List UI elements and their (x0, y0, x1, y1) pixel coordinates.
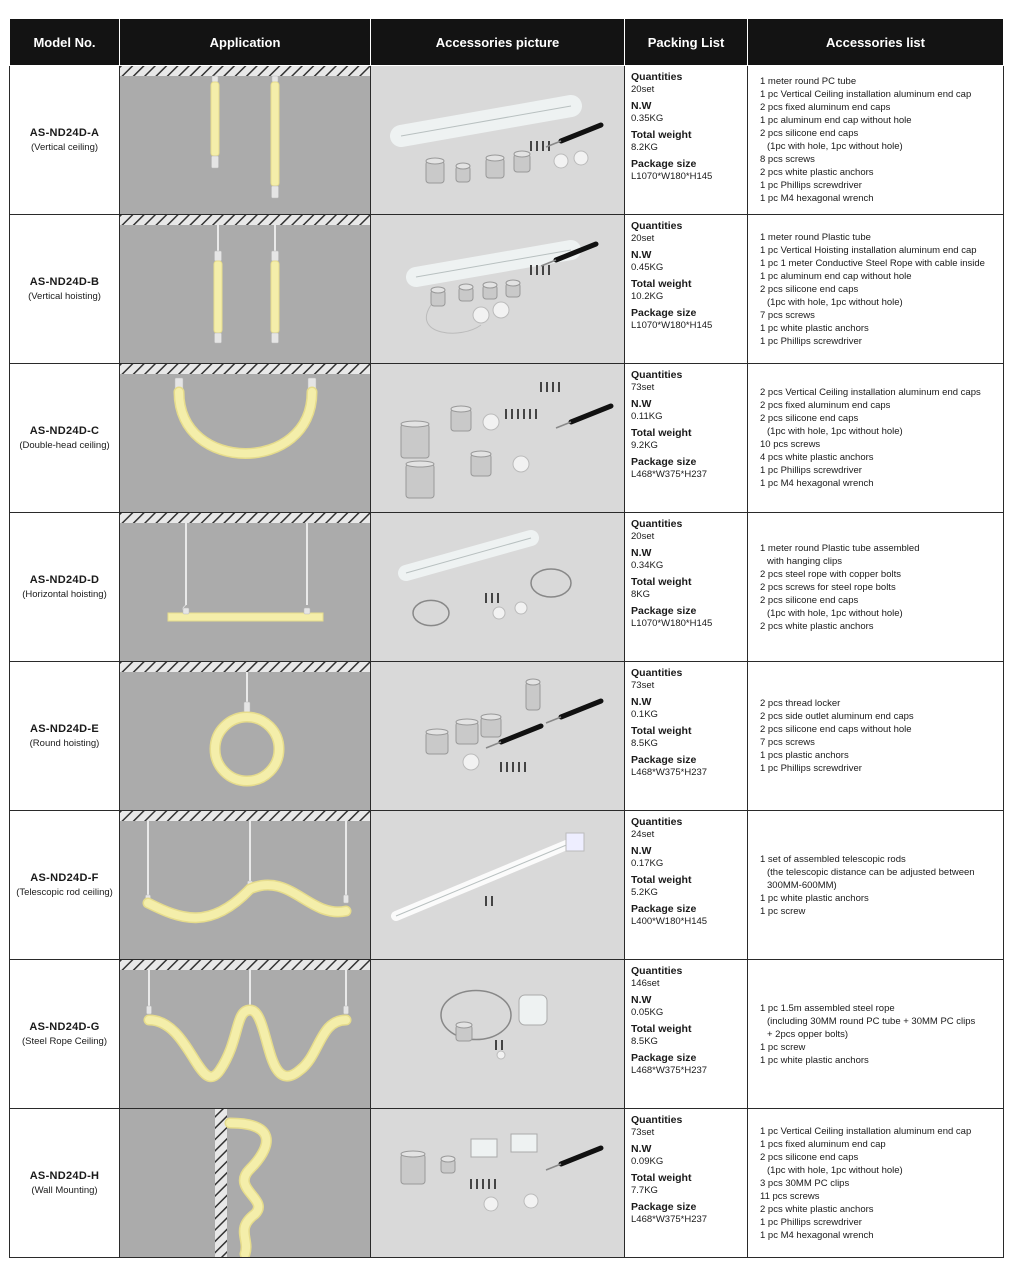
package-size-value: L1070*W180*H145 (631, 617, 713, 629)
table-row (10, 811, 1004, 960)
accessories-drawing (371, 811, 624, 959)
model-code: AS-ND24D-A (29, 127, 100, 139)
nw-value: 0.11KG (631, 410, 663, 422)
model-description: (Wall Mounting) (31, 1185, 98, 1196)
accessories-drawing (371, 513, 624, 661)
nw-label: N.W (631, 994, 652, 1006)
accessory-item: 2 pcs fixed aluminum end caps (760, 400, 891, 411)
accessory-item: 8 pcs screws (760, 154, 815, 165)
quantities-label: Quantities (631, 667, 683, 679)
nw-label: N.W (631, 696, 652, 708)
application-illustration (120, 215, 371, 364)
table-row (10, 960, 1004, 1109)
model-cell (10, 811, 120, 960)
nw-label: N.W (631, 547, 652, 559)
quantities-value: 20set (631, 232, 655, 244)
model-description: (Double-head ceiling) (19, 440, 110, 451)
packing-list-cell (625, 215, 748, 364)
accessories-drawing (371, 1109, 624, 1257)
application-drawing (120, 215, 370, 363)
total-weight-value: 8.5KG (631, 737, 658, 749)
total-weight-value: 9.2KG (631, 439, 658, 451)
accessory-item: 300MM-600MM) (767, 879, 837, 891)
model-cell (10, 960, 120, 1109)
model-cell (10, 215, 120, 364)
model-cell (10, 66, 120, 215)
accessory-item: (1pc with hole, 1pc without hole) (767, 426, 903, 437)
application-drawing (120, 960, 370, 1108)
total-weight-value: 8.5KG (631, 1035, 658, 1047)
package-size-label: Package size (631, 307, 697, 319)
accessory-item: 4 pcs white plastic anchors (760, 452, 874, 463)
nw-value: 0.09KG (631, 1155, 664, 1167)
header-accessories-list: Accessories list (748, 19, 1004, 66)
application-illustration (120, 662, 371, 811)
model-description: (Round hoisting) (29, 738, 100, 749)
accessory-item: 3 pcs 30MM PC clips (760, 1177, 850, 1189)
accessory-item: 2 pcs white plastic anchors (760, 167, 874, 178)
package-size-value: L1070*W180*H145 (631, 319, 713, 331)
application-illustration (120, 960, 371, 1109)
accessories-photo (371, 811, 625, 960)
accessory-item: 1 pc Phillips screwdriver (760, 763, 862, 774)
package-size-value: L1070*W180*H145 (631, 170, 713, 182)
accessories-list-cell (748, 364, 1004, 513)
accessory-item: (1pc with hole, 1pc without hole) (767, 607, 903, 619)
accessory-item: 2 pcs thread locker (760, 698, 841, 709)
accessory-item: 2 pcs silicone end caps (760, 594, 859, 606)
accessories-drawing (371, 364, 624, 512)
quantities-value: 73set (631, 381, 655, 393)
application-illustration (120, 66, 371, 215)
model-description: (Vertical hoisting) (28, 291, 101, 302)
accessories-photo (371, 662, 625, 811)
model-description: (Telescopic rod ceiling) (16, 887, 113, 898)
application-drawing (120, 662, 370, 810)
accessories-drawing (371, 960, 624, 1108)
accessory-item: 1 meter round PC tube (760, 76, 857, 87)
application-drawing (120, 513, 370, 661)
model-code: AS-ND24D-G (29, 1021, 100, 1033)
accessory-item: 2 pcs Vertical Ceiling installation aluminum end caps (760, 387, 981, 398)
model-cell (10, 1109, 120, 1258)
accessories-photo (371, 513, 625, 662)
accessory-item: 1 pc screw (760, 905, 806, 917)
accessory-item: 1 pc 1.5m assembled steel rope (760, 1002, 895, 1014)
nw-label: N.W (631, 100, 652, 112)
accessories-list-cell (748, 811, 1004, 960)
accessory-item: (1pc with hole, 1pc without hole) (767, 141, 903, 152)
accessory-item: 1 pc aluminum end cap without hole (760, 270, 912, 282)
accessory-item: 1 pc Phillips screwdriver (760, 1216, 862, 1228)
package-size-value: L468*W375*H237 (631, 1213, 708, 1225)
total-weight-label: Total weight (631, 576, 692, 588)
table-row (10, 1109, 1004, 1258)
accessories-list-cell (748, 960, 1004, 1109)
accessory-item: 1 pcs fixed aluminum end cap (760, 1138, 886, 1150)
accessory-item: 2 pcs white plastic anchors (760, 620, 874, 632)
nw-value: 0.45KG (631, 261, 664, 273)
accessory-item: 2 pcs silicone end caps (760, 413, 859, 424)
nw-label: N.W (631, 249, 652, 261)
accessories-photo (371, 364, 625, 513)
header-accessories-picture: Accessories picture (371, 19, 625, 66)
accessory-item: 1 pc Phillips screwdriver (760, 335, 862, 347)
package-size-label: Package size (631, 754, 697, 766)
accessories-list-cell (748, 513, 1004, 662)
accessory-item: 2 pcs fixed aluminum end caps (760, 102, 891, 113)
total-weight-label: Total weight (631, 874, 692, 886)
model-code: AS-ND24D-F (30, 872, 99, 884)
packing-list-cell (625, 811, 748, 960)
table-row (10, 662, 1004, 811)
total-weight-value: 7.7KG (631, 1184, 658, 1196)
accessories-list-cell (748, 1109, 1004, 1258)
accessory-item: (1pc with hole, 1pc without hole) (767, 296, 903, 308)
nw-label: N.W (631, 398, 652, 410)
nw-value: 0.34KG (631, 559, 664, 571)
accessory-item: 1 pc white plastic anchors (760, 1054, 869, 1066)
quantities-value: 73set (631, 679, 655, 691)
quantities-label: Quantities (631, 369, 683, 381)
model-description: (Horizontal hoisting) (22, 589, 107, 600)
accessory-item: 2 pcs silicone end caps (760, 128, 859, 139)
header-packing-list: Packing List (625, 19, 748, 66)
packing-list-cell (625, 513, 748, 662)
quantities-label: Quantities (631, 220, 683, 232)
quantities-value: 73set (631, 1126, 655, 1138)
application-illustration (120, 513, 371, 662)
accessory-item: 1 pc aluminum end cap without hole (760, 115, 912, 126)
quantities-label: Quantities (631, 71, 683, 83)
nw-value: 0.35KG (631, 112, 664, 124)
quantities-value: 20set (631, 83, 655, 95)
nw-label: N.W (631, 1143, 652, 1155)
total-weight-value: 10.2KG (631, 290, 664, 302)
accessory-item: 1 meter round Plastic tube (760, 231, 871, 243)
application-drawing (120, 1109, 370, 1257)
accessory-item: 2 pcs steel rope with copper bolts (760, 568, 901, 580)
model-description: (Steel Rope Ceiling) (21, 1036, 107, 1047)
nw-value: 0.1KG (631, 708, 658, 720)
model-code: AS-ND24D-B (29, 276, 100, 288)
packing-list-cell (625, 364, 748, 513)
nw-label: N.W (631, 845, 652, 857)
package-size-value: L400*W180*H145 (631, 915, 708, 927)
accessories-list-cell (748, 662, 1004, 811)
accessory-item: 1 pc M4 hexagonal wrench (760, 193, 874, 204)
accessory-item: 1 pc white plastic anchors (760, 322, 869, 334)
accessory-item: 2 pcs silicone end caps (760, 283, 859, 295)
total-weight-value: 5.2KG (631, 886, 658, 898)
accessory-item: 1 pc Phillips screwdriver (760, 465, 862, 476)
accessory-item: 2 pcs silicone end caps without hole (760, 724, 912, 735)
accessory-item: 1 pcs plastic anchors (760, 750, 849, 761)
accessory-item: 7 pcs screws (760, 309, 815, 321)
package-size-label: Package size (631, 1052, 697, 1064)
total-weight-label: Total weight (631, 1023, 692, 1035)
accessory-item: (the telescopic distance can be adjusted between (767, 866, 975, 878)
package-size-label: Package size (631, 605, 697, 617)
model-code: AS-ND24D-C (29, 425, 100, 437)
package-size-value: L468*W375*H237 (631, 468, 708, 480)
model-cell (10, 662, 120, 811)
accessory-item: 1 pc Vertical Hoisting installation aluminum end cap (760, 244, 977, 256)
accessories-photo (371, 1109, 625, 1258)
total-weight-label: Total weight (631, 278, 692, 290)
quantities-label: Quantities (631, 1114, 683, 1126)
nw-value: 0.17KG (631, 857, 664, 869)
accessory-item: (1pc with hole, 1pc without hole) (767, 1164, 903, 1176)
accessories-list-cell (748, 66, 1004, 215)
model-description: (Vertical ceiling) (30, 142, 99, 153)
quantities-label: Quantities (631, 518, 683, 530)
model-code: AS-ND24D-H (29, 1170, 100, 1182)
accessories-photo (371, 960, 625, 1109)
accessory-item: (including 30MM round PC tube + 30MM PC clips (767, 1015, 976, 1027)
packing-list-cell (625, 960, 748, 1109)
package-size-value: L468*W375*H237 (631, 766, 708, 778)
accessory-item: 2 pcs silicone end caps (760, 1151, 859, 1163)
packing-list-cell (625, 1109, 748, 1258)
header-model: Model No. (10, 19, 120, 66)
accessory-item: 1 pc white plastic anchors (760, 892, 869, 904)
accessory-item: 11 pcs screws (760, 1190, 820, 1202)
accessory-item: 2 pcs screws for steel rope bolts (760, 581, 896, 593)
packing-list-cell (625, 662, 748, 811)
accessory-item: + 2pcs opper bolts) (767, 1028, 849, 1040)
quantities-label: Quantities (631, 965, 683, 977)
total-weight-label: Total weight (631, 1172, 692, 1184)
total-weight-value: 8KG (631, 588, 651, 600)
package-size-label: Package size (631, 903, 697, 915)
package-size-label: Package size (631, 456, 697, 468)
accessory-item: 2 pcs white plastic anchors (760, 1203, 874, 1215)
quantities-label: Quantities (631, 816, 683, 828)
quantities-value: 24set (631, 828, 655, 840)
package-size-label: Package size (631, 1201, 697, 1213)
accessories-drawing (371, 662, 624, 810)
accessory-item: 1 pc Vertical Ceiling installation aluminum end cap (760, 89, 972, 100)
model-code: AS-ND24D-E (29, 723, 99, 735)
package-size-value: L468*W375*H237 (631, 1064, 708, 1076)
accessory-item: 1 pc Vertical Ceiling installation aluminum end cap (760, 1125, 972, 1137)
application-drawing (120, 66, 370, 214)
quantities-value: 20set (631, 530, 655, 542)
accessory-item: 1 pc M4 hexagonal wrench (760, 1229, 874, 1241)
accessory-item: with hanging clips (767, 555, 842, 567)
packing-list-cell (625, 66, 748, 215)
model-cell (10, 364, 120, 513)
table-row (10, 513, 1004, 662)
accessories-drawing (371, 66, 624, 214)
total-weight-value: 8.2KG (631, 141, 658, 153)
accessory-item: 1 pc screw (760, 1041, 806, 1053)
total-weight-label: Total weight (631, 427, 692, 439)
product-table (9, 18, 1004, 1258)
application-illustration (120, 1109, 371, 1258)
table-row (10, 66, 1004, 215)
accessories-photo (371, 215, 625, 364)
model-cell (10, 513, 120, 662)
accessories-list-cell (748, 215, 1004, 364)
table-row (10, 215, 1004, 364)
accessory-item: 2 pcs side outlet aluminum end caps (760, 711, 914, 722)
accessory-item: 1 pc Phillips screwdriver (760, 180, 862, 191)
accessories-drawing (371, 215, 624, 363)
quantities-value: 146set (631, 977, 660, 989)
nw-value: 0.05KG (631, 1006, 664, 1018)
application-drawing (120, 811, 370, 959)
accessory-item: 1 pc 1 meter Conductive Steel Rope with cable inside (760, 257, 985, 269)
total-weight-label: Total weight (631, 725, 692, 737)
header-application: Application (120, 19, 371, 66)
accessory-item: 1 set of assembled telescopic rods (760, 853, 906, 865)
accessory-item: 1 pc M4 hexagonal wrench (760, 478, 874, 489)
accessory-item: 7 pcs screws (760, 737, 815, 748)
accessory-item: 10 pcs screws (760, 439, 821, 450)
package-size-label: Package size (631, 158, 697, 170)
accessories-photo (371, 66, 625, 215)
application-drawing (120, 364, 370, 512)
model-code: AS-ND24D-D (29, 574, 100, 586)
table-row (10, 364, 1004, 513)
accessory-item: 1 meter round Plastic tube assembled (760, 542, 920, 554)
total-weight-label: Total weight (631, 129, 692, 141)
application-illustration (120, 811, 371, 960)
application-illustration (120, 364, 371, 513)
